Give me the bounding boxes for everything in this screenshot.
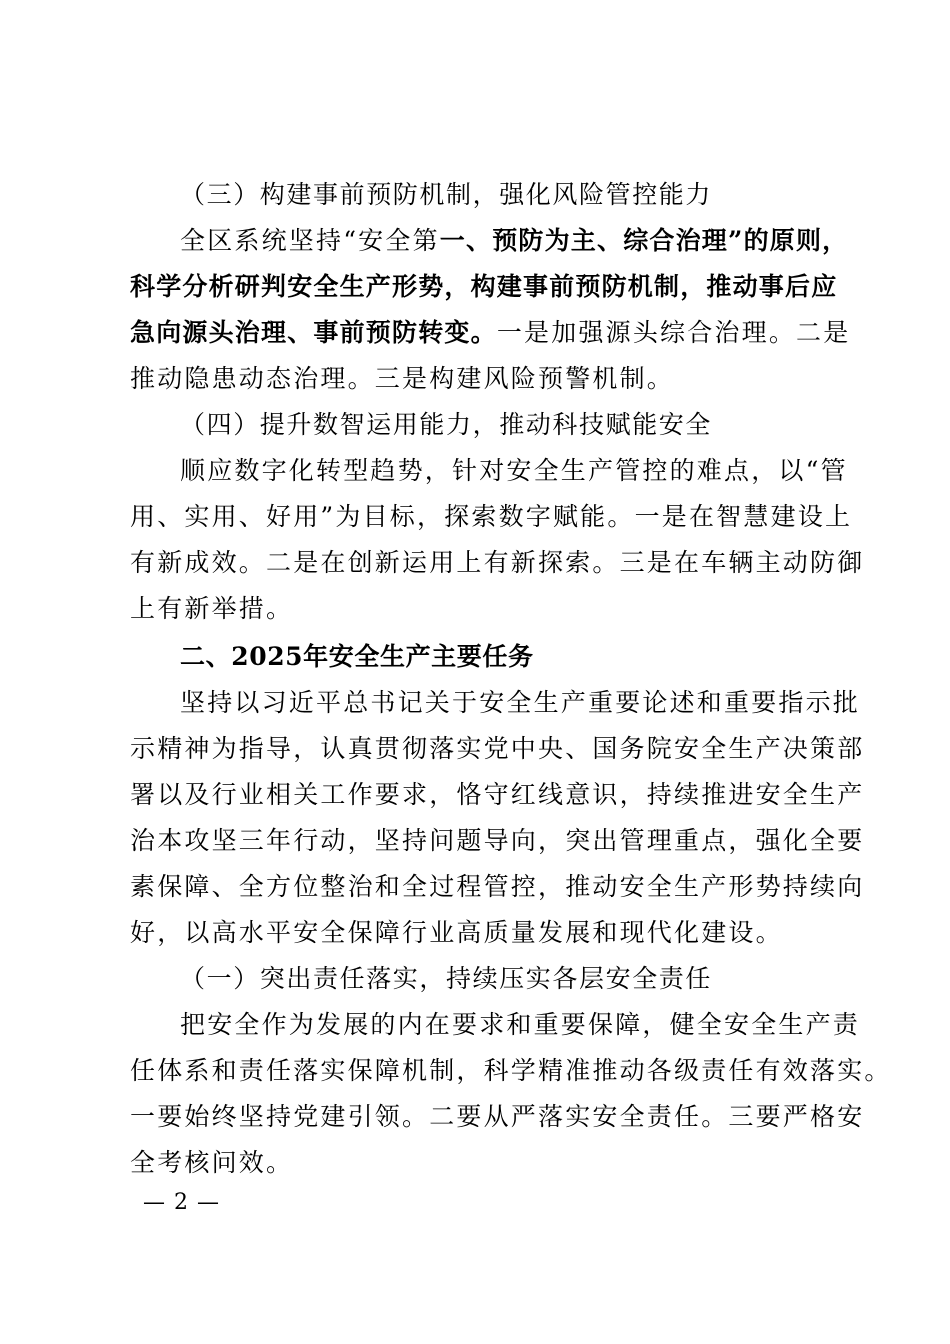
paragraph-line: 好，以高水平安全保障行业高质量发展和现代化建设。 [130, 918, 783, 947]
paragraph-line: 治本攻坚三年行动，坚持问题导向，突出管理重点，强化全要 [130, 826, 865, 855]
subheading-4: （四）提升数智运用能力，推动科技赋能安全 [180, 410, 713, 439]
paragraph-line: 全考核问效。 [130, 1148, 294, 1177]
paragraph-line-bold: 科学分析研判安全生产形势，构建事前预防机制，推动事后应 [130, 272, 838, 301]
paragraph-line: 把安全作为发展的内在要求和重要保障，健全安全生产责 [180, 1010, 861, 1039]
bold-text-run: 一、预防为主、综合治理”的原则， [439, 226, 849, 255]
paragraph-line: 一要始终坚持党建引领。二要从严落实安全责任。三要严格安 [130, 1102, 865, 1131]
paragraph-line: 用、实用、好用”为目标，探索数字赋能。一是在智慧建设上 [130, 502, 853, 531]
paragraph-line: 示精神为指导，认真贯彻落实党中央、国务院安全生产决策部 [130, 734, 865, 763]
text-run: 全区系统坚持“安全第 [180, 226, 440, 255]
paragraph-line [130, 310, 851, 356]
paragraph-line [180, 218, 880, 264]
subheading-1: （一）突出责任落实，持续压实各层安全责任 [180, 964, 713, 993]
paragraph-line: 上有新举措。 [130, 594, 294, 623]
section-heading-2: 二、2025年安全生产主要任务 [180, 642, 534, 671]
bold-text-run: 急向源头治理、事前预防转变。 [130, 318, 497, 347]
paragraph-line: 有新成效。二是在创新运用上有新探索。三是在车辆主动防御 [130, 548, 865, 577]
subheading-3: （三）构建事前预防机制，强化风险管控能力 [180, 180, 713, 209]
paragraph-line: 推动隐患动态治理。三是构建风险预警机制。 [130, 364, 675, 393]
paragraph-line: 署以及行业相关工作要求，恪守红线意识，持续推进安全生产 [130, 780, 865, 809]
paragraph-line: 坚持以习近平总书记关于安全生产重要论述和重要指示批 [180, 688, 861, 717]
page-number: — 2 — [143, 1190, 220, 1215]
text-run: 一是加强源头综合治理。二是 [496, 318, 851, 347]
paragraph-line: 顺应数字化转型趋势，针对安全生产管控的难点，以“管 [180, 456, 848, 485]
paragraph-line: 素保障、全方位整治和全过程管控，推动安全生产形势持续向 [130, 872, 865, 901]
paragraph-line: 任体系和责任落实保障机制，科学精准推动各级责任有效落实。 [130, 1056, 892, 1085]
